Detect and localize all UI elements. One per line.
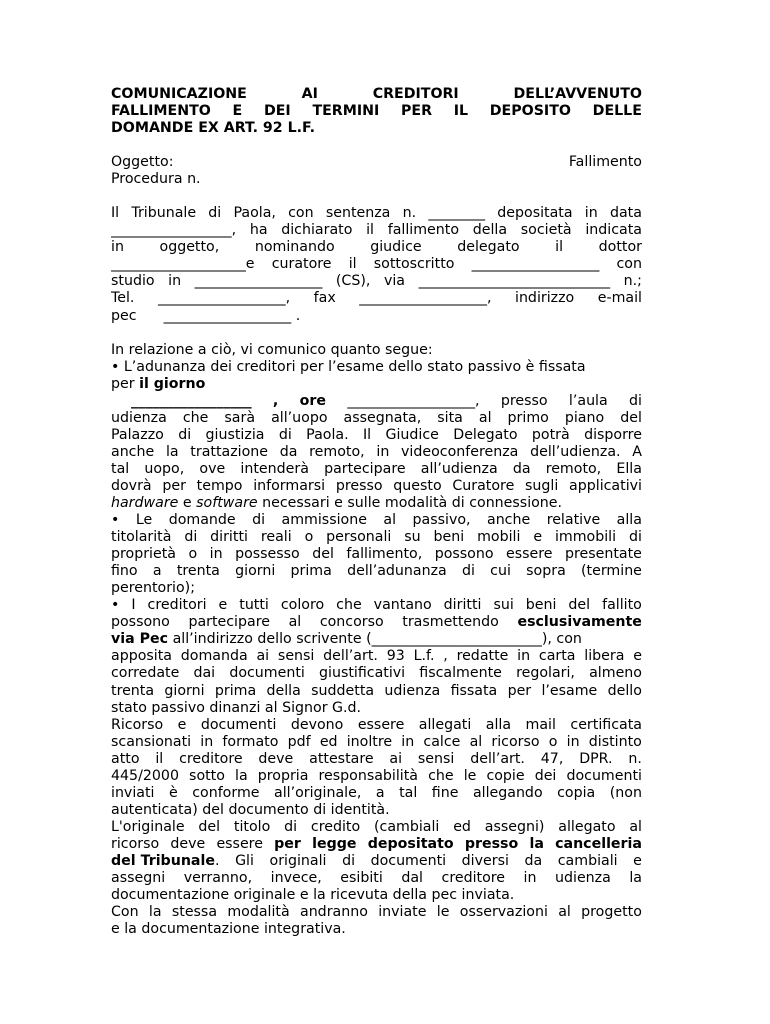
paragraph-line: ___________________e curatore il sottoscritto __________________ con [111, 256, 642, 273]
chiusura-paragraph [111, 904, 642, 938]
paragraph-line: _________________ , ore __________________, presso l’aula di [131, 392, 642, 409]
paragraph-line: 445/2000 sotto la propria responsabilità che le copie dei documenti [111, 767, 642, 784]
paragraph-line: studio in __________________ (CS), via ___________________________ n.; [111, 273, 642, 290]
paragraph-line: hardware e software necessari e sulle modalità di connessione. [111, 494, 563, 511]
paragraph-line: stato passivo dinanzi al Signor G.d. [111, 699, 362, 716]
paragraph-line: apposita domanda ai sensi dell’art. 93 L.f. , redatte in carta libera e [111, 648, 642, 665]
paragraph-line: Ricorso e documenti devono essere allegati alla mail certificata [111, 716, 642, 733]
paragraph-line: L'originale del titolo di credito (cambiali ed assegni) allegato al [111, 818, 642, 835]
paragraph-line: e la documentazione integrativa. [111, 921, 346, 938]
paragraph-line: Tel. __________________, fax __________________, indirizzo e-mail [111, 290, 642, 307]
bullet-adunanza [111, 359, 642, 512]
giorno-label: il giorno [139, 375, 206, 392]
paragraph-line: trenta giorni prima della suddetta udienza fissata per l’esame dello [111, 682, 642, 699]
oggetto-line: Oggetto: Fallimento [111, 154, 642, 171]
title-line: FALLIMENTO E DEI TERMINI PER IL DEPOSITO DELLE [111, 103, 642, 120]
paragraph-line: perentorio); [111, 580, 195, 597]
oggetto-section [111, 154, 642, 188]
paragraph-line: del Tribunale. Gli originali di documenti diversi da cambiali e [111, 852, 642, 869]
paragraph-line: per il giorno [111, 375, 206, 392]
paragraph-line: dovrà per tempo informarsi presso questo Curatore sugli applicativi [111, 477, 642, 494]
ore-label: ore [299, 392, 327, 409]
paragraph-line: inviati è conforme all’originale, a tal fine allegando copia (non [111, 784, 642, 801]
paragraph-line: fino a trenta giorni prima dell’adunanza di cui sopra (termine [111, 563, 642, 580]
intro-paragraph [111, 205, 642, 324]
paragraph-line: • Le domande di ammissione al passivo, anche relative alla [111, 512, 642, 529]
paragraph-line: _________________, ha dichiarato il fallimento della società indicata [111, 222, 642, 239]
paragraph-line: anche la trattazione da remoto, in videoconferenza dell’udienza. A [111, 443, 642, 460]
document-title [111, 86, 642, 137]
paragraph-line: udienza che sarà all’uopo assegnata, sita al primo piano del [111, 409, 642, 426]
bullet-domande [111, 512, 642, 597]
paragraph-line: proprietà o in possesso del fallimento, possono essere presentate [111, 546, 642, 563]
ricorso-paragraph [111, 717, 642, 819]
paragraph-line: • L’adunanza dei creditori per l’esame dello stato passivo è fissata [111, 358, 586, 375]
bullet-creditori [111, 597, 642, 716]
relazione-line: In relazione a ciò, vi comunico quanto segue: [111, 341, 433, 358]
title-line: COMUNICAZIONE AI CREDITORI DELL’AVVENUTO [111, 86, 642, 102]
paragraph-line: scansionati in formato pdf ed inoltre in calce al ricorso o in distinto [111, 733, 642, 750]
paragraph-line: in oggetto, nominando giudice delegato il dottor [111, 239, 642, 256]
paragraph-line: autenticata) del documento di identità. [111, 801, 390, 818]
paragraph-line: • I creditori e tutti coloro che vantano diritti sui beni del fallito [111, 597, 642, 614]
paragraph-line: corredate dai documenti giustificativi fiscalmente regolari, almeno [111, 665, 642, 682]
paragraph-line: documentazione originale e la ricevuta della pec inviata. [111, 887, 515, 904]
paragraph-line: titolarità di diritti reali o personali su beni mobili e immobili di [111, 529, 642, 546]
document-page [111, 86, 642, 938]
date-blank: _________________ [131, 392, 252, 409]
paragraph-line: atto il creditore deve attestare ai sensi dell’art. 47, DPR. n. [111, 750, 642, 767]
title-line: DOMANDE EX ART. 92 L.F. [111, 120, 316, 137]
paragraph-line: Il Tribunale di Paola, con sentenza n. ________ depositata in data [111, 205, 642, 222]
paragraph-line: assegni verranno, invece, esibiti dal creditore in udienza la [111, 870, 642, 887]
paragraph-line: via Pec all’indirizzo dello scrivente (________________________), con [111, 631, 582, 648]
paragraph-line: Palazzo di giustizia di Paola. Il Giudice Delegato potrà disporre [111, 426, 642, 443]
paragraph-line: possono partecipare al concorso trasmettendo esclusivamente [111, 614, 642, 631]
paragraph-line: Con la stessa modalità andranno inviate le osservazioni al progetto [111, 904, 642, 921]
procedura-line: Procedura n. [111, 171, 201, 188]
paragraph-line: pec __________________ . [111, 307, 301, 324]
paragraph-line: tal uopo, ove intenderà partecipare all’udienza da remoto, Ella [111, 460, 642, 477]
paragraph-line: ricorso deve essere per legge depositato presso la cancelleria [111, 835, 642, 852]
originale-paragraph [111, 819, 642, 904]
via-pec-label: via Pec [111, 631, 169, 648]
